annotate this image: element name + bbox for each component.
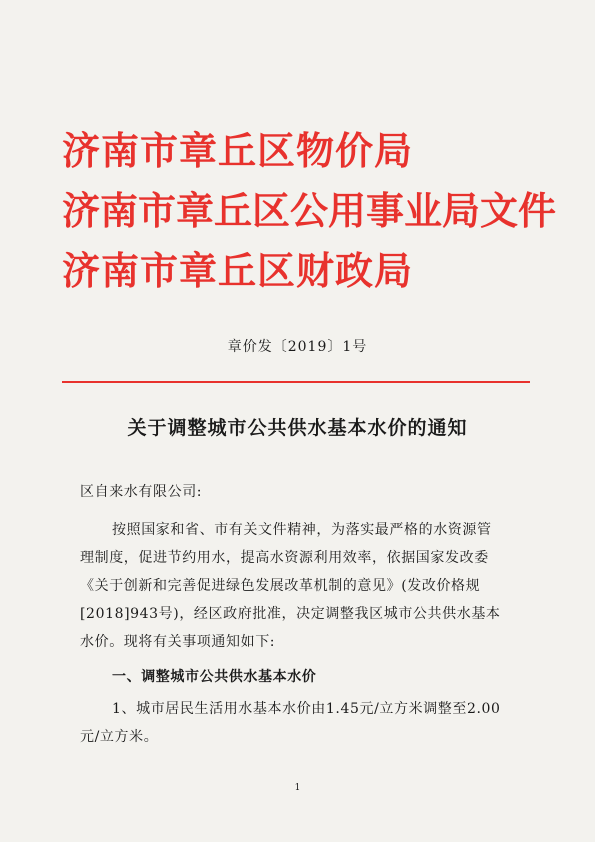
issuer-title-price-bureau: 济南市章丘区物价局 (62, 129, 414, 173)
red-divider-line (62, 381, 530, 383)
body-line-3: 《关于创新和完善促进绿色发展改革机制的意见》(发改价格规 (80, 578, 481, 594)
issuer-title-finance-bureau: 济南市章丘区财政局 (62, 249, 414, 293)
notice-title: 关于调整城市公共供水基本水价的通知 (127, 417, 468, 439)
body-line-2: 理制度，促进节约用水，提高水资源利用效率，依据国家发改委 (80, 550, 489, 566)
item-1-line-1: 1、城市居民生活用水基本水价由1.45元/立方米调整至2.00 (112, 701, 501, 717)
item-1-line-2: 元/立方米。 (80, 729, 159, 745)
page-number: 1 (294, 783, 301, 793)
body-line-1: 按照国家和省、市有关文件精神，为落实最严格的水资源管 (112, 522, 492, 538)
document-number: 章价发〔2019〕1号 (227, 339, 368, 355)
issuer-title-public-utilities-bureau: 济南市章丘区公用事业局文件 (62, 189, 557, 233)
body-line-4: [2018]943号)，经区政府批准，决定调整我区城市公共供水基本 (80, 606, 501, 622)
recipient: 区自来水有限公司: (80, 484, 203, 500)
body-line-5: 水价。现将有关事项通知如下: (80, 634, 276, 650)
section-heading-1: 一、调整城市公共供水基本水价 (112, 669, 317, 685)
